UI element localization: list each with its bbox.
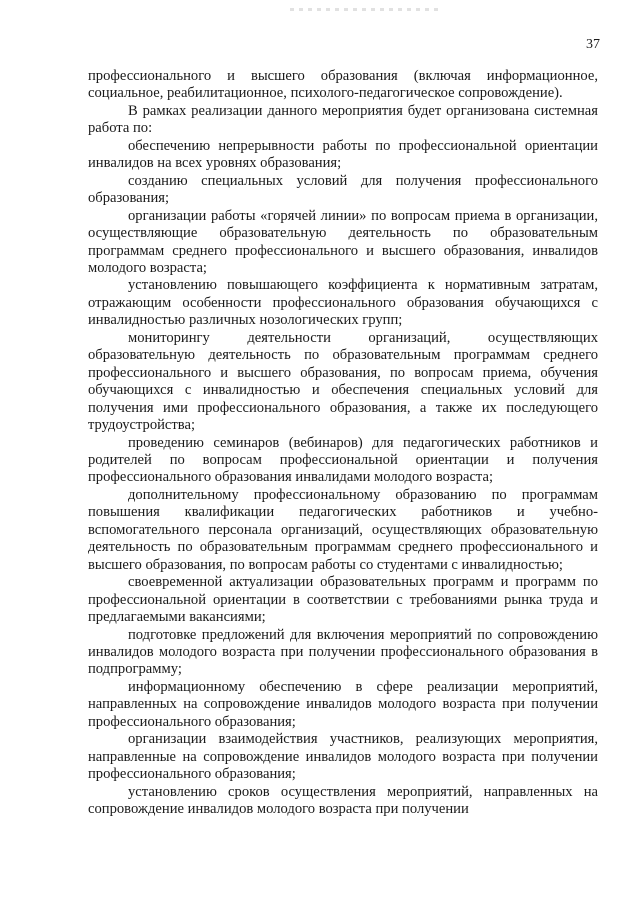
paragraph: В рамках реализации данного мероприятия будет организована системная работа по:	[88, 102, 598, 137]
scan-artifact	[290, 8, 440, 11]
paragraph: мониторингу деятельности организаций, осуществляющих образовательную деятельность по образовательным программам среднего профессионального и высшего образования, по вопросам приема, обучения обучающихся с инвалидностью и обеспечения специальных условий для получения ими профессионального образования, а также их последующего трудоустройства;	[88, 329, 598, 434]
paragraph: установлению повышающего коэффициента к нормативным затратам, отражающим особенности профессионального образования обучающихся с инвалидностью различных нозологических групп;	[88, 277, 598, 329]
paragraph: информационному обеспечению в сфере реализации мероприятий, направленных на сопровождение инвалидов молодого возраста при получении профессионального образования;	[88, 678, 598, 730]
paragraph: дополнительному профессиональному образованию по программам повышения квалификации педагогических работников и учебно-вспомогательного персонала организаций, осуществляющих образовательную деятельность по образовательным программам среднего профессионального и высшего образования, по вопросам работы со студентами с инвалидностью;	[88, 486, 598, 573]
paragraph: обеспечению непрерывности работы по профессиональной ориентации инвалидов на всех уровнях образования;	[88, 137, 598, 172]
paragraph: профессионального и высшего образования (включая информационное, социальное, реабилитационное, психолого-педагогическое сопровождение).	[88, 68, 598, 102]
page-number: 37	[586, 37, 600, 52]
paragraph: своевременной актуализации образовательных программ и программ по профессиональной ориентации в соответствии с требованиями рынка труда и предлагаемыми вакансиями;	[88, 574, 598, 626]
paragraph: установлению сроков осуществления мероприятий, направленных на сопровождение инвалидов молодого возраста при получении	[88, 783, 598, 818]
paragraph: организации работы «горячей линии» по вопросам приема в организации, осуществляющие образовательную деятельность по образовательным программам среднего профессионального и высшего образования, инвалидов молодого возраста;	[88, 207, 598, 276]
paragraph: проведению семинаров (вебинаров) для педагогических работников и родителей по вопросам профессиональной ориентации и получения профессионального образования инвалидами молодого возраста;	[88, 434, 598, 486]
paragraph: подготовке предложений для включения мероприятий по сопровождению инвалидов молодого возраста при получении профессионального образования в подпрограмму;	[88, 626, 598, 678]
paragraph: созданию специальных условий для получения профессионального образования;	[88, 172, 598, 207]
body-text	[88, 68, 598, 818]
paragraph: организации взаимодействия участников, реализующих мероприятия, направленные на сопровождение инвалидов молодого возраста при получении профессионального образования;	[88, 731, 598, 783]
